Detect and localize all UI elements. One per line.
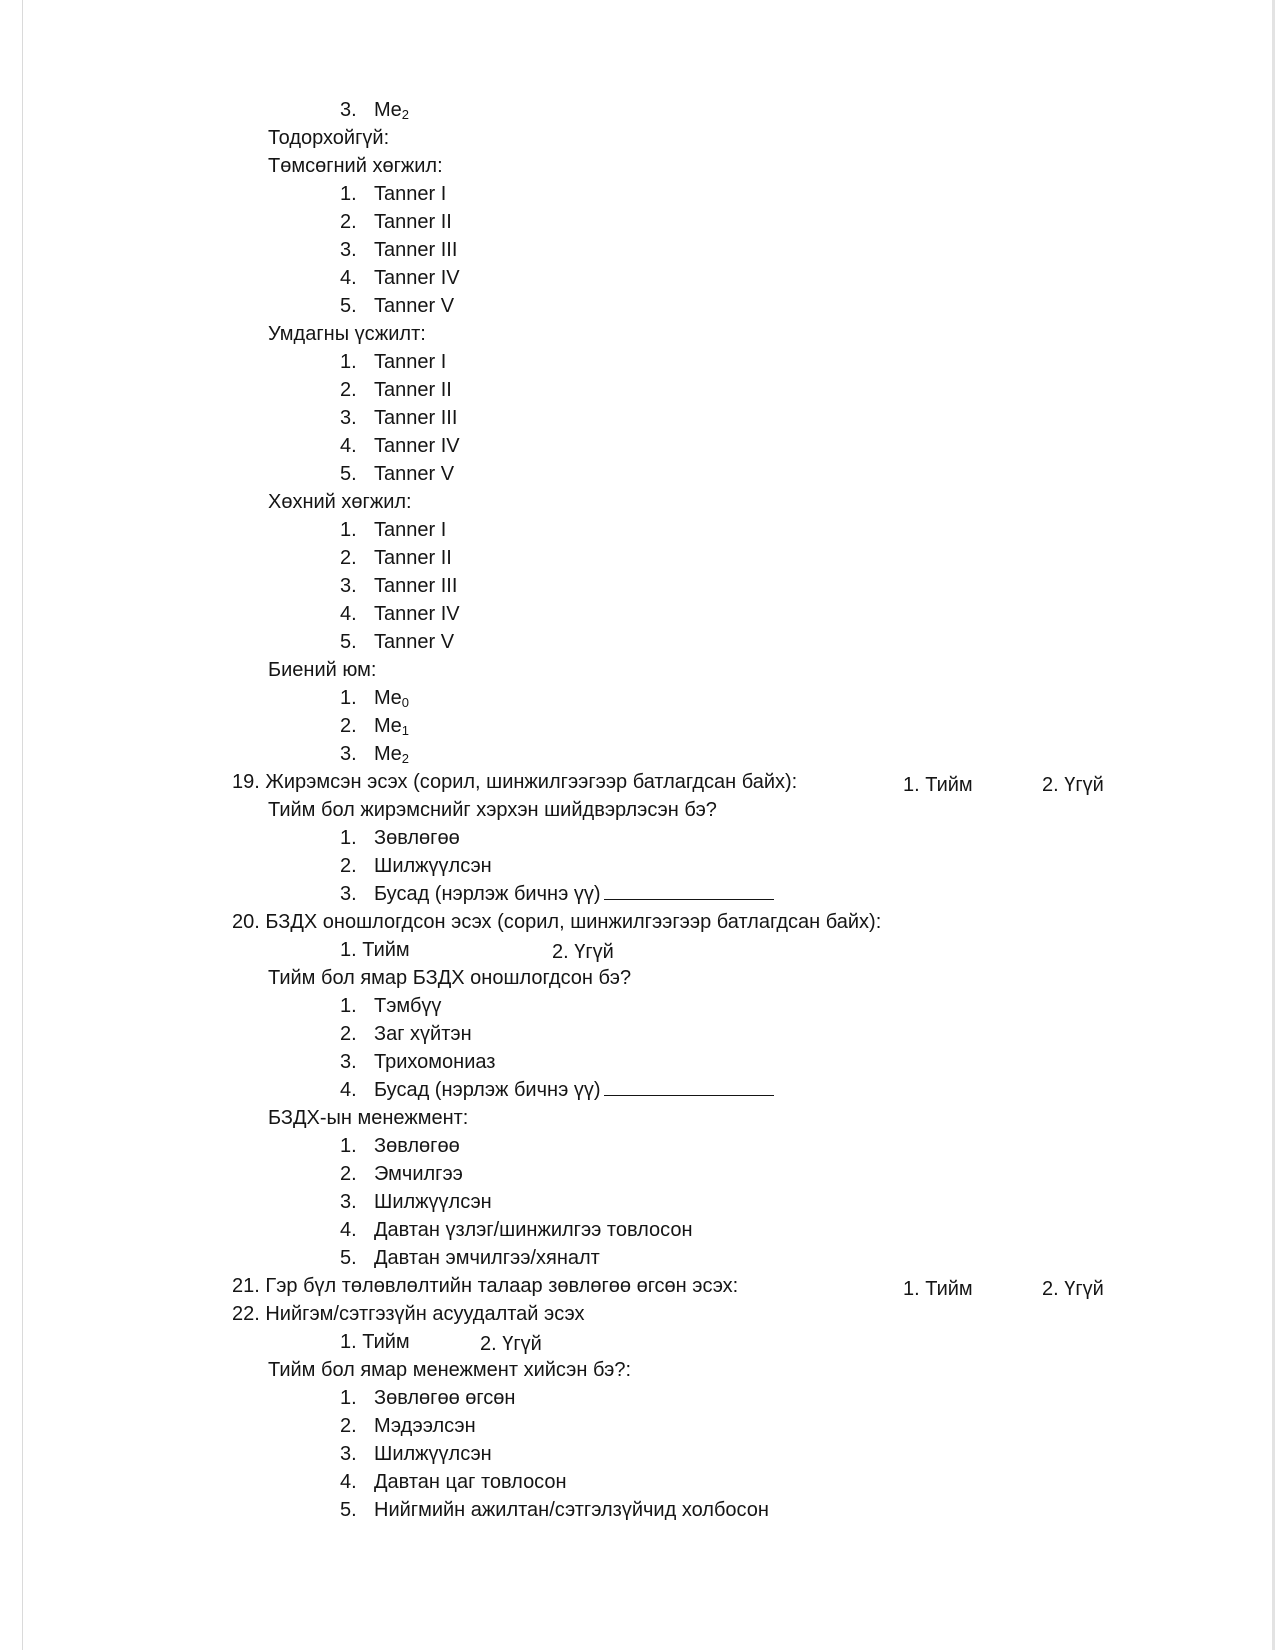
list-item: 5. Tanner V xyxy=(340,295,455,317)
list-item: 2. $Me_1$ xyxy=(340,715,410,738)
list-item: 4. Бусад (нэрлэж бичнэ үү) xyxy=(340,1078,774,1102)
section-label: Умдагны үсжилт: xyxy=(268,323,426,345)
list-item: 3. Tanner III xyxy=(340,575,458,597)
list-item: 5. Tanner V xyxy=(340,631,455,653)
list-item: 1. $Me_0$ xyxy=(340,687,410,710)
list-item: 5. Tanner V xyxy=(340,463,455,485)
q19-no-option[interactable]: 2. Үгүй xyxy=(1042,774,1104,796)
question-22: 22. Нийгэм/сэтгэзүйн асуудалтай эсэх xyxy=(232,1303,585,1325)
list-item: 1. Тэмбүү xyxy=(340,995,442,1017)
q22-yes-option[interactable]: 1. Тийм xyxy=(340,1331,410,1353)
q19-followup: Тийм бол жирэмснийг хэрхэн шийдвэрлэсэн бэ? xyxy=(268,799,717,821)
list-item: 2. Шилжүүлсэн xyxy=(340,855,492,877)
list-item: 1. Зөвлөгөө xyxy=(340,827,460,849)
list-item: 3. Tanner III xyxy=(340,407,458,429)
list-item: 2. Мэдээлсэн xyxy=(340,1415,476,1437)
list-item: 2. Заг хүйтэн xyxy=(340,1023,472,1045)
list-item: 3. $Me_2$ xyxy=(340,743,410,766)
q21-yes-option[interactable]: 1. Тийм xyxy=(903,1278,973,1300)
question-19: 19. Жирэмсэн эсэх (сорил, шинжилгээгээр батлагдсан байх): xyxy=(232,771,798,793)
q20-no-option[interactable]: 2. Үгүй xyxy=(552,941,614,963)
page-left-edge xyxy=(22,0,23,1650)
list-item: 5. Давтан эмчилгээ/хяналт xyxy=(340,1247,600,1269)
list-item: 1. Tanner I xyxy=(340,519,447,541)
list-item: 1. Зөвлөгөө өгсөн xyxy=(340,1387,516,1409)
list-item: 1. Tanner I xyxy=(340,183,447,205)
question-21: 21. Гэр бүл төлөвлөлтийн талаар зөвлөгөө өгсөн эсэх: xyxy=(232,1275,739,1297)
q22-no-option[interactable]: 2. Үгүй xyxy=(480,1333,542,1355)
list-item: 4. Tanner IV xyxy=(340,267,460,289)
list-item: 3. $Me_2$ xyxy=(340,99,410,122)
q21-no-option[interactable]: 2. Үгүй xyxy=(1042,1278,1104,1300)
list-item: 3. Tanner III xyxy=(340,239,458,261)
list-item: 1. Tanner I xyxy=(340,351,447,373)
list-item: 3. Бусад (нэрлэж бичнэ үү) xyxy=(340,882,774,906)
list-item: 2. Эмчилгээ xyxy=(340,1163,463,1185)
list-item: 4. Давтан цаг товлосон xyxy=(340,1471,567,1493)
unclear-label: Тодорхойгүй: xyxy=(268,127,390,149)
list-item: 1. Зөвлөгөө xyxy=(340,1135,460,1157)
other-answer-line[interactable] xyxy=(604,1079,774,1096)
section-label: БЗДХ-ын менежмент: xyxy=(268,1107,469,1129)
list-item: 4. Tanner IV xyxy=(340,603,460,625)
list-item: 4. Tanner IV xyxy=(340,435,460,457)
q20-followup: Тийм бол ямар БЗДХ оношлогдсон бэ? xyxy=(268,967,632,989)
list-item: 4. Давтан үзлэг/шинжилгээ товлосон xyxy=(340,1219,693,1241)
list-item: 2. Tanner II xyxy=(340,211,452,233)
q22-followup: Тийм бол ямар менежмент хийсэн бэ?: xyxy=(268,1359,632,1381)
list-item: 3. Трихомониаз xyxy=(340,1051,496,1073)
q20-yes-option[interactable]: 1. Тийм xyxy=(340,939,410,961)
q19-yes-option[interactable]: 1. Тийм xyxy=(903,774,973,796)
section-label: Төмсөгний хөгжил: xyxy=(268,155,443,177)
list-item: 2. Tanner II xyxy=(340,379,452,401)
list-item: 3. Шилжүүлсэн xyxy=(340,1191,492,1213)
question-20: 20. БЗДХ оношлогдсон эсэх (сорил, шинжилгээгээр батлагдсан байх): xyxy=(232,911,882,933)
list-item: 3. Шилжүүлсэн xyxy=(340,1443,492,1465)
section-label: Хөхний хөгжил: xyxy=(268,491,412,513)
list-item: 5. Нийгмийн ажилтан/сэтгэлзүйчид холбосон xyxy=(340,1499,769,1521)
other-answer-line[interactable] xyxy=(604,883,774,900)
list-item: 2. Tanner II xyxy=(340,547,452,569)
section-label: Биений юм: xyxy=(268,659,377,681)
